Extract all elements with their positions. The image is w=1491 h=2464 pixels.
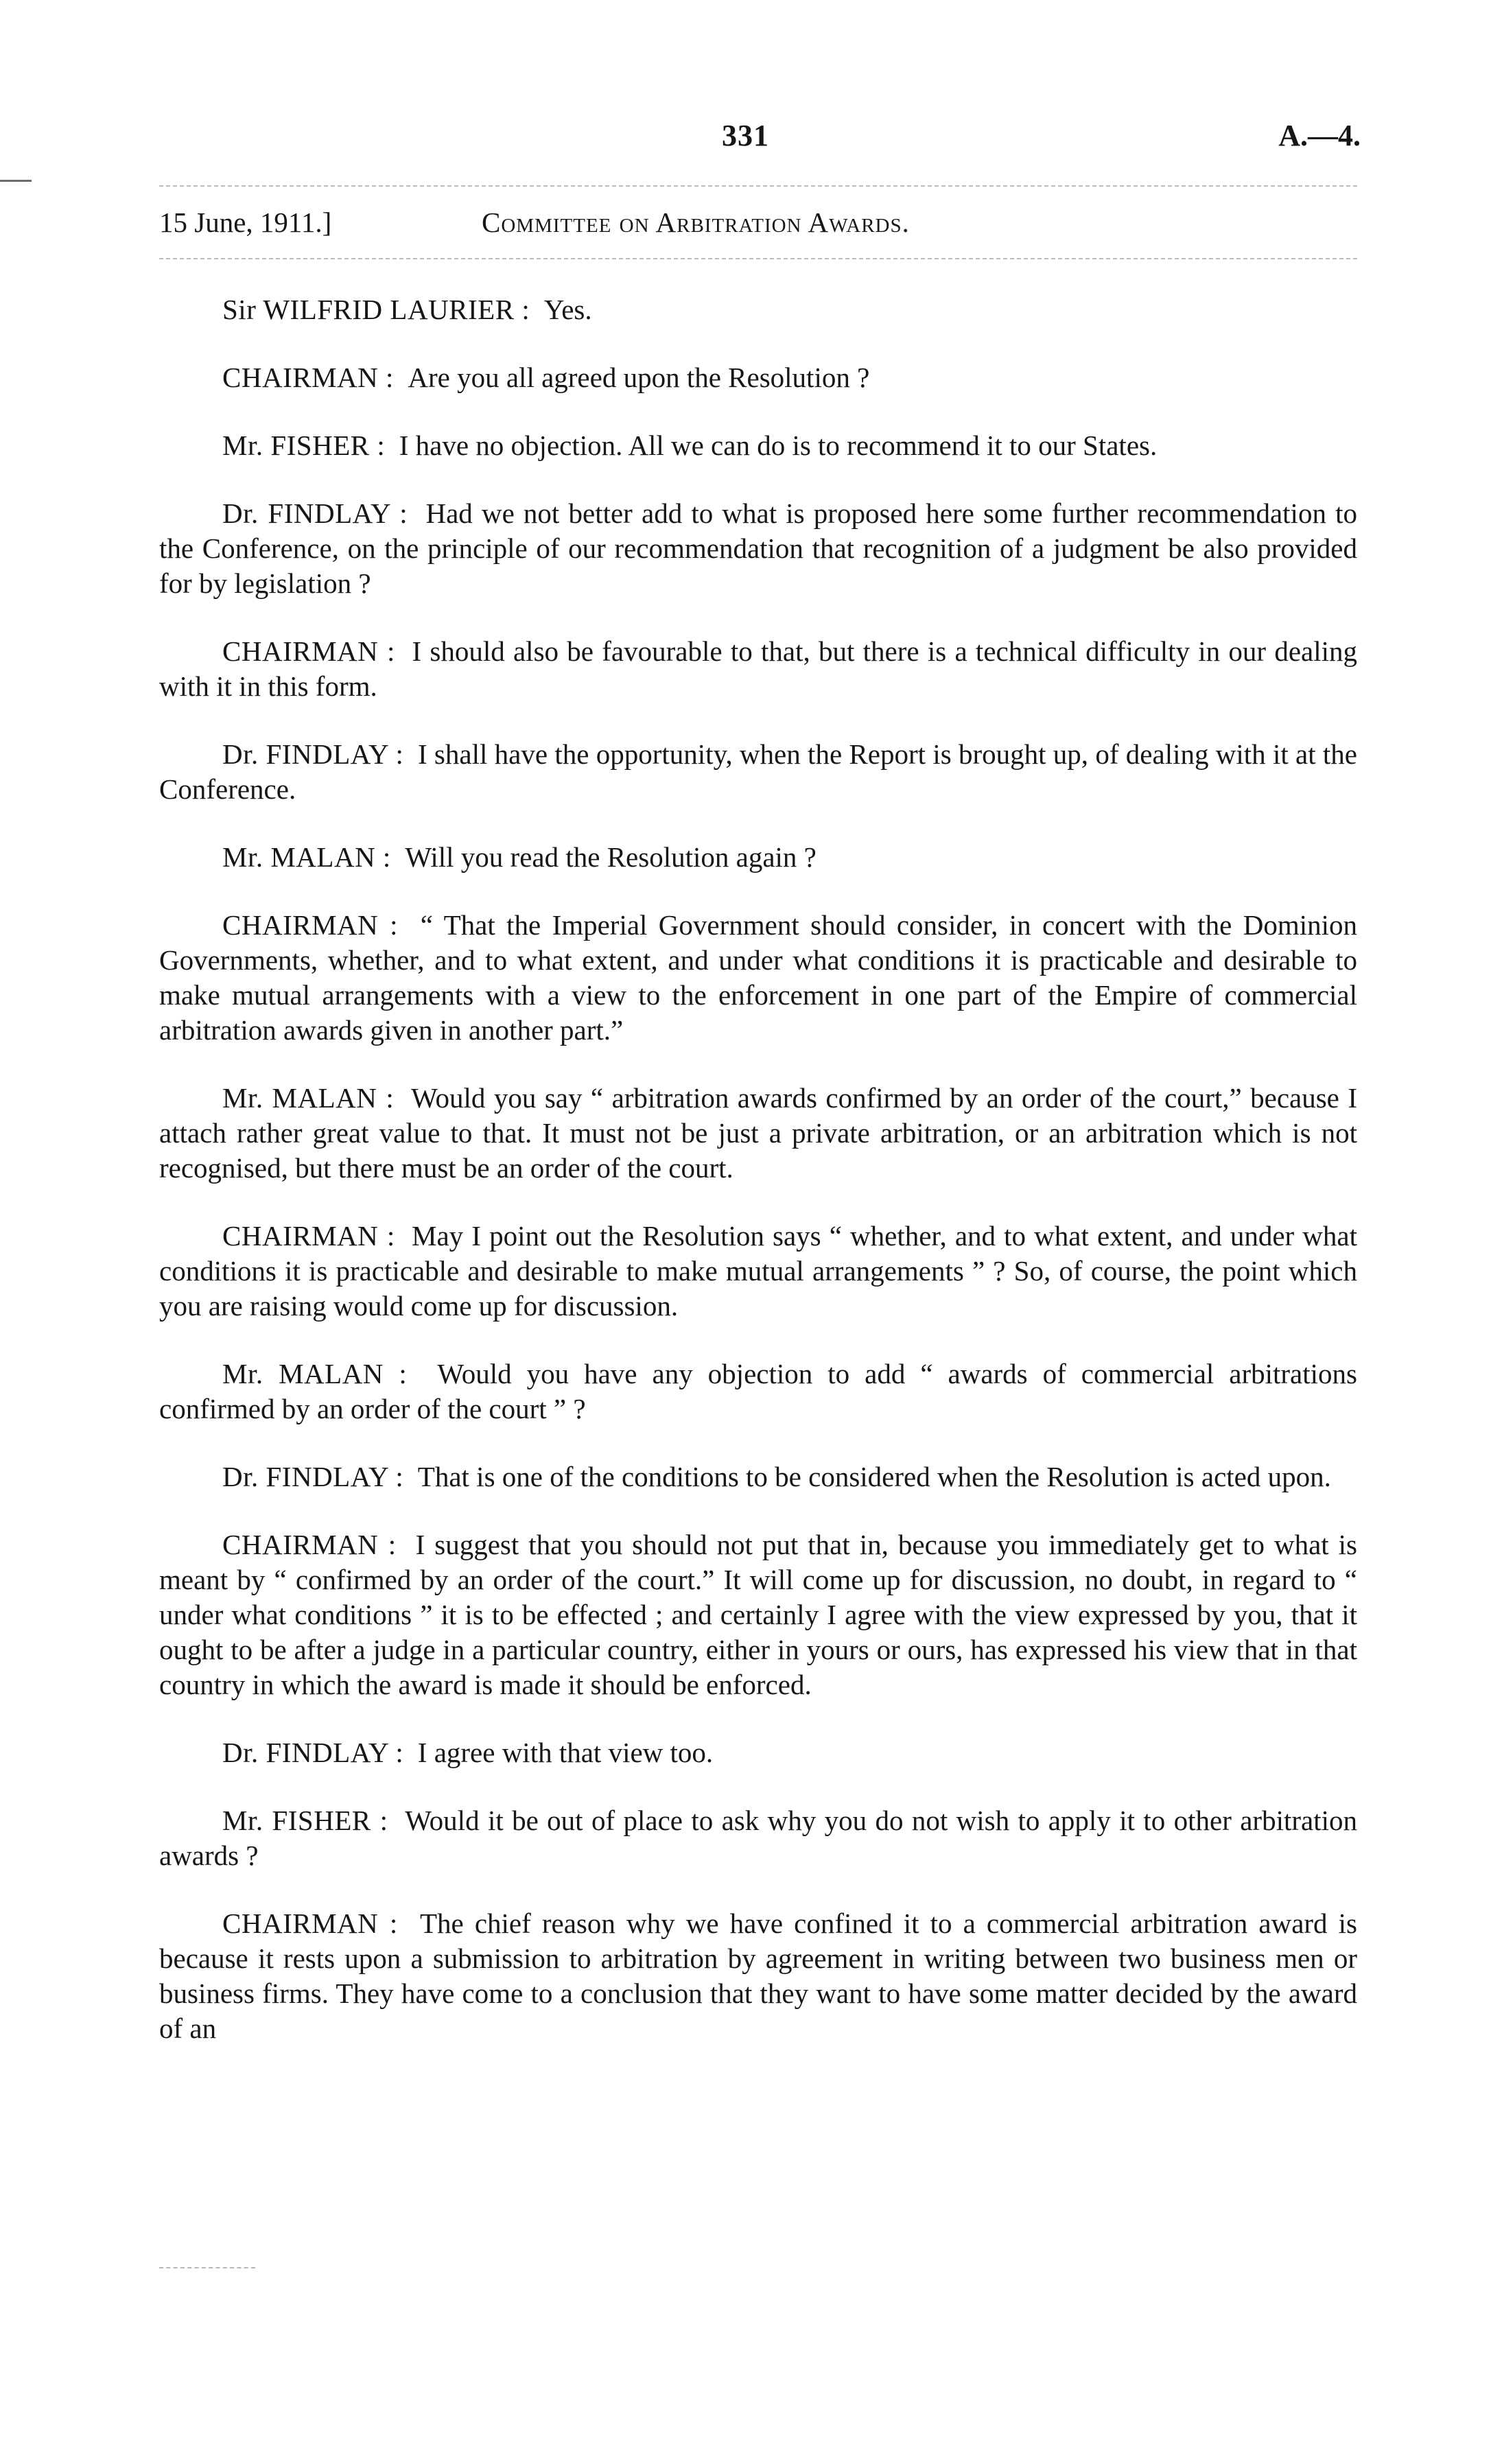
paragraph bbox=[159, 1803, 1357, 1873]
speaker-name: Mr. FISHER : bbox=[222, 430, 386, 461]
running-head-title: Committee on Arbitration Awards. bbox=[482, 207, 910, 238]
footer-scan-mark bbox=[159, 2267, 255, 2268]
speech-text: I agree with that view too. bbox=[417, 1737, 714, 1768]
speech-text: I shall have the opportunity, when the Report is brought up, of dealing with it at the Conference. bbox=[159, 738, 1358, 805]
margin-scan-mark bbox=[0, 180, 32, 182]
speech-text: Are you all agreed upon the Resolution ? bbox=[408, 362, 870, 393]
speaker-name: Dr. FINDLAY : bbox=[222, 1737, 404, 1768]
paragraph bbox=[159, 1357, 1357, 1427]
document-code: A.—4. bbox=[1278, 119, 1361, 152]
speech-text: Would it be out of place to ask why you do not wish to apply it to other arbitration awards ? bbox=[159, 1805, 1358, 1871]
speaker-name: CHAIRMAN : bbox=[222, 1529, 397, 1560]
paragraph bbox=[159, 292, 1357, 327]
paragraph bbox=[159, 360, 1357, 395]
paragraph bbox=[159, 908, 1357, 1048]
speech-text: Will you read the Resolution again ? bbox=[405, 841, 817, 873]
speech-text: Would you say “ arbitration awards confirmed by an order of the court,” because I attach rather great value to that. It must not be just a private arbitration, or an arbitration which is not recognised, but there must be an order of the court. bbox=[159, 1082, 1357, 1184]
speaker-name: CHAIRMAN : bbox=[222, 362, 394, 393]
paragraph bbox=[159, 1219, 1357, 1324]
paragraph bbox=[159, 840, 1357, 875]
paragraph bbox=[159, 1735, 1357, 1770]
speaker-name: Sir WILFRID LAURIER : bbox=[222, 294, 530, 325]
speaker-name: Dr. FINDLAY : bbox=[222, 1461, 404, 1492]
header-rule-bottom bbox=[159, 258, 1357, 259]
speaker-name: Mr. MALAN : bbox=[222, 841, 391, 873]
running-head-date: 15 June, 1911.] bbox=[159, 207, 332, 238]
speech-text: The chief reason why we have confined it to a commercial arbitration award is because it rests upon a submission to arbitration by agreement in writing between two business men or business firms. They have come to a conclusion that they want to have some matter decided by the award of an bbox=[159, 1908, 1358, 2044]
speaker-name: CHAIRMAN : bbox=[222, 1220, 395, 1252]
header-rule-top bbox=[159, 185, 1357, 187]
paragraph bbox=[159, 428, 1357, 463]
speech-text: That is one of the conditions to be considered when the Resolution is acted upon. bbox=[417, 1461, 1331, 1492]
speaker-name: Mr. FISHER : bbox=[222, 1805, 388, 1836]
paragraph bbox=[159, 634, 1357, 704]
speech-text: I suggest that you should not put that in, because you immediately get to what is meant by “ confirmed by an order of the court.” It will come up for discussion, no doubt, in regard to “ under what conditions ” it is to be effected ; and certainly I agree with the view expressed by you, that it ought to be after a judge in a particular country, either in yours or ours, has expressed his view that in that country in which the award is made it should be enforced. bbox=[159, 1529, 1357, 1700]
speech-text: I have no objection. All we can do is to recommend it to our States. bbox=[399, 430, 1158, 461]
paragraph bbox=[159, 1906, 1357, 2046]
running-head bbox=[159, 206, 1357, 244]
speaker-name: CHAIRMAN : bbox=[222, 635, 395, 667]
speech-text: “ That the Imperial Government should consider, in concert with the Dominion Governments, whether, and to what extent, and under what conditions it is practicable and desirable to make mutual arrangements with a view to the enforcement in one part of the Empire of commercial arbitration awards given in another part.” bbox=[159, 909, 1358, 1046]
speaker-name: CHAIRMAN : bbox=[222, 909, 399, 941]
speech-text: Would you have any objection to add “ awards of commercial arbitrations confirmed by an order of the court ” ? bbox=[159, 1358, 1357, 1424]
speaker-name: Dr. FINDLAY : bbox=[222, 497, 408, 529]
paragraph bbox=[159, 737, 1357, 807]
paragraph bbox=[159, 1081, 1357, 1186]
speech-text: I should also be favourable to that, but there is a technical difficulty in our dealing with it in this form. bbox=[159, 635, 1358, 702]
speaker-name: CHAIRMAN : bbox=[222, 1908, 398, 1939]
speaker-name: Mr. MALAN : bbox=[222, 1358, 408, 1389]
speech-text: Had we not better add to what is proposed here some further recommendation to the Conference, on the principle of our recommendation that recognition of a judgment be also provided for by legislation ? bbox=[159, 497, 1358, 599]
paragraph bbox=[159, 1459, 1357, 1494]
speaker-name: Mr. MALAN : bbox=[222, 1082, 395, 1114]
paragraph bbox=[159, 496, 1357, 601]
page-number: 331 bbox=[722, 119, 769, 152]
speech-text: May I point out the Resolution says “ whether, and to what extent, and under what conditions it is practicable and desirable to make mutual arrangements ” ? So, of course, the point which you are raising would come up for discussion. bbox=[159, 1220, 1358, 1322]
speech-text: Yes. bbox=[543, 294, 592, 325]
paragraph bbox=[159, 1527, 1357, 1702]
speaker-name: Dr. FINDLAY : bbox=[222, 738, 404, 770]
transcript-body bbox=[159, 292, 1357, 2079]
